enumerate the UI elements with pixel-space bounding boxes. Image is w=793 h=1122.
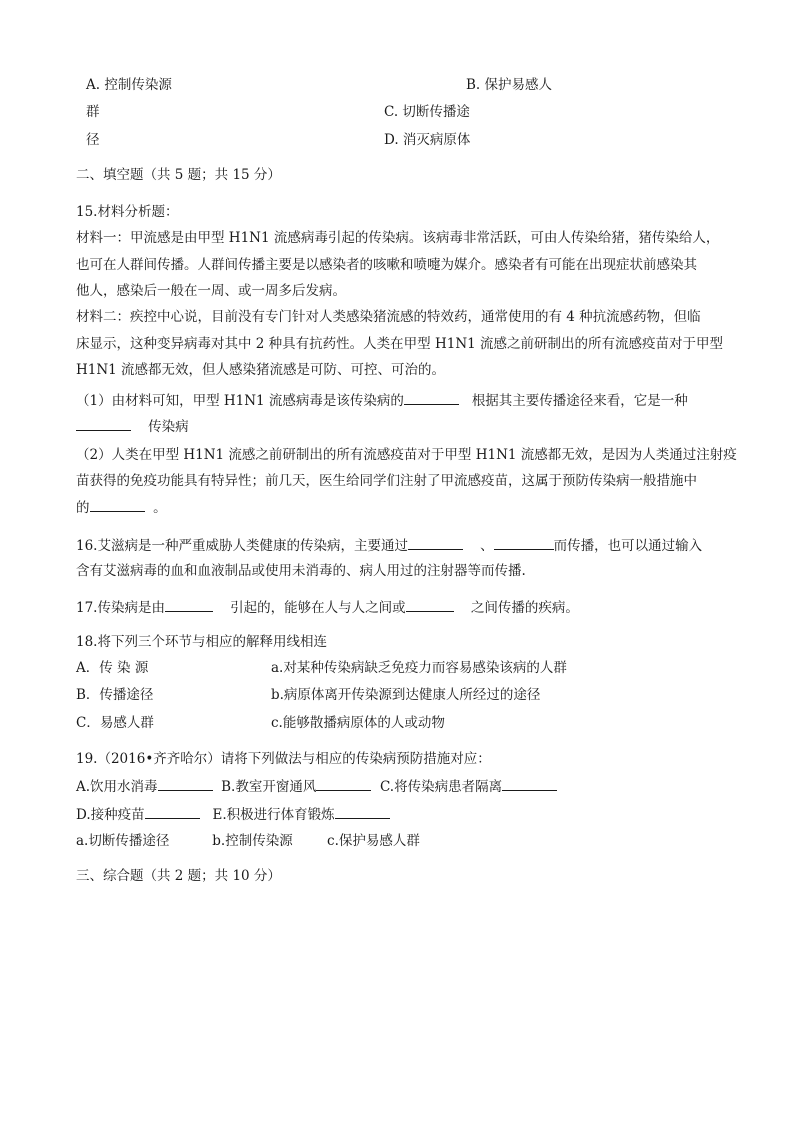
q15-part2-line2: 苗获得的免疫功能具有特异性；前几天，医生给同学们注射了甲流感疫苗，这属于预防传染病一般措施中 (76, 473, 697, 489)
q17-text-c: 之间传播的疾病。 (470, 600, 579, 616)
q19-measure-b: b.控制传染源 (212, 833, 293, 849)
answer-blank[interactable] (76, 416, 131, 431)
q19-measure-a: a.切断传播途径 (76, 833, 170, 849)
q15-part2-text-b: 。 (153, 500, 167, 516)
q17-text-b: 引起的，能够在人与人之间或 (230, 600, 406, 616)
q15-part2-line3 (76, 497, 167, 518)
q19-item-a: A.饮用水消毒 (76, 779, 158, 795)
q16-text-c: 而传播，也可以通过输入 (553, 538, 703, 554)
q15-material2-line1: 材料二：疾控中心说，目前没有专门针对人类感染猪流感的特效药，通常使用的有 4 种抗流感药物，但临 (76, 309, 701, 325)
q17-line (76, 597, 579, 618)
answer-blank[interactable] (165, 597, 213, 612)
q15-part2-line1: （2）人类在甲型 H1N1 流感之前研制出的所有流感疫苗对于甲型 H1N1 流感都无效，是因为人类通过注射疫 (76, 447, 737, 463)
q15-part1-text-c: 传染病 (148, 419, 189, 435)
q15-part2-text-a: 的 (76, 500, 90, 516)
q15-material2-line2: 床显示，这种变异病毒对其中 2 种具有抗药性。人类在甲型 H1N1 流感之前研制出的所有流感疫苗对于甲型 (76, 336, 724, 352)
answer-blank[interactable] (404, 390, 459, 405)
q19-item-e: E.积极进行体育锻炼 (212, 807, 335, 823)
q18-left-b: B．传播途径 (76, 687, 154, 703)
option-b-continued: 群 (86, 104, 100, 120)
option-d: D. 消灭病原体 (384, 132, 471, 148)
q19-line1 (76, 776, 557, 797)
q19-line2 (76, 804, 390, 825)
q15-material1-line2: 也可在人群间传播。人群间传播主要是以感染者的咳嗽和喷嚏为媒介。感染者有可能在出现症状前感染其 (76, 257, 697, 273)
answer-blank[interactable] (406, 597, 454, 612)
q18-right-b: b.病原体离开传染源到达健康人所经过的途径 (271, 687, 541, 703)
option-c: C. 切断传播途 (384, 104, 470, 120)
q18-title: 18.将下列三个环节与相应的解释用线相连 (76, 634, 327, 650)
option-b: B. 保护易感人 (466, 77, 553, 93)
q15-part1-text-b: 根据其主要传播途径来看，它是一种 (471, 393, 688, 409)
q18-right-c: c.能够散播病原体的人或动物 (271, 715, 445, 731)
option-a: A. 控制传染源 (86, 77, 172, 93)
q19-item-c: C.将传染病患者隔离 (379, 779, 503, 795)
answer-blank[interactable] (316, 776, 371, 791)
q19-measure-c: c.保护易感人群 (327, 833, 420, 849)
answer-blank[interactable] (145, 804, 200, 819)
q19-measures (76, 831, 420, 851)
q15-part1-text-a: （1）由材料可知，甲型 H1N1 流感病毒是该传染病的 (76, 393, 404, 409)
q15-part1-line1 (76, 390, 688, 411)
q16-text-a: 16.艾滋病是一种严重威胁人类健康的传染病，主要通过 (76, 538, 408, 554)
option-c-continued: 径 (86, 132, 100, 148)
q19-item-b: B.教室开窗通风 (221, 779, 317, 795)
q15-title: 15.材料分析题： (76, 204, 179, 220)
section-3-heading: 三、综合题（共 2 题；共 10 分） (76, 868, 281, 884)
q18-right-a: a.对某种传染病缺乏免疫力而容易感染该病的人群 (271, 660, 567, 676)
q19-item-d: D.接种疫苗 (76, 807, 145, 823)
answer-blank[interactable] (502, 776, 557, 791)
q15-material1-line3: 他人，感染后一般在一周、或一周多后发病。 (76, 283, 346, 299)
q19-title: 19.（2016•齐齐哈尔）请将下列做法与相应的传染病预防措施对应： (76, 751, 491, 767)
section-2-heading: 二、填空题（共 5 题；共 15 分） (76, 167, 281, 183)
q15-material2-line3: H1N1 流感都无效，但人感染猪流感是可防、可控、可治的。 (76, 362, 446, 378)
q15-material1-line1: 材料一：甲流感是由甲型 H1N1 流感病毒引起的传染病。该病毒非常活跃，可由人传染给猪，猪传染给人， (76, 230, 720, 246)
q15-part1-line2 (76, 416, 189, 437)
q16-line1 (76, 535, 702, 556)
q16-text-b: 、 (480, 538, 494, 554)
answer-blank[interactable] (90, 497, 145, 512)
answer-blank[interactable] (158, 776, 213, 791)
answer-blank[interactable] (408, 535, 463, 550)
q18-left-a: A．传 染 源 (76, 660, 149, 676)
q18-left-c: C．易感人群 (76, 715, 154, 731)
answer-blank[interactable] (335, 804, 390, 819)
answer-blank[interactable] (494, 535, 554, 550)
q17-text-a: 17.传染病是由 (76, 600, 165, 616)
q16-line2: 含有艾滋病毒的血和血液制品或使用未消毒的、病人用过的注射器等而传播. (76, 563, 526, 579)
